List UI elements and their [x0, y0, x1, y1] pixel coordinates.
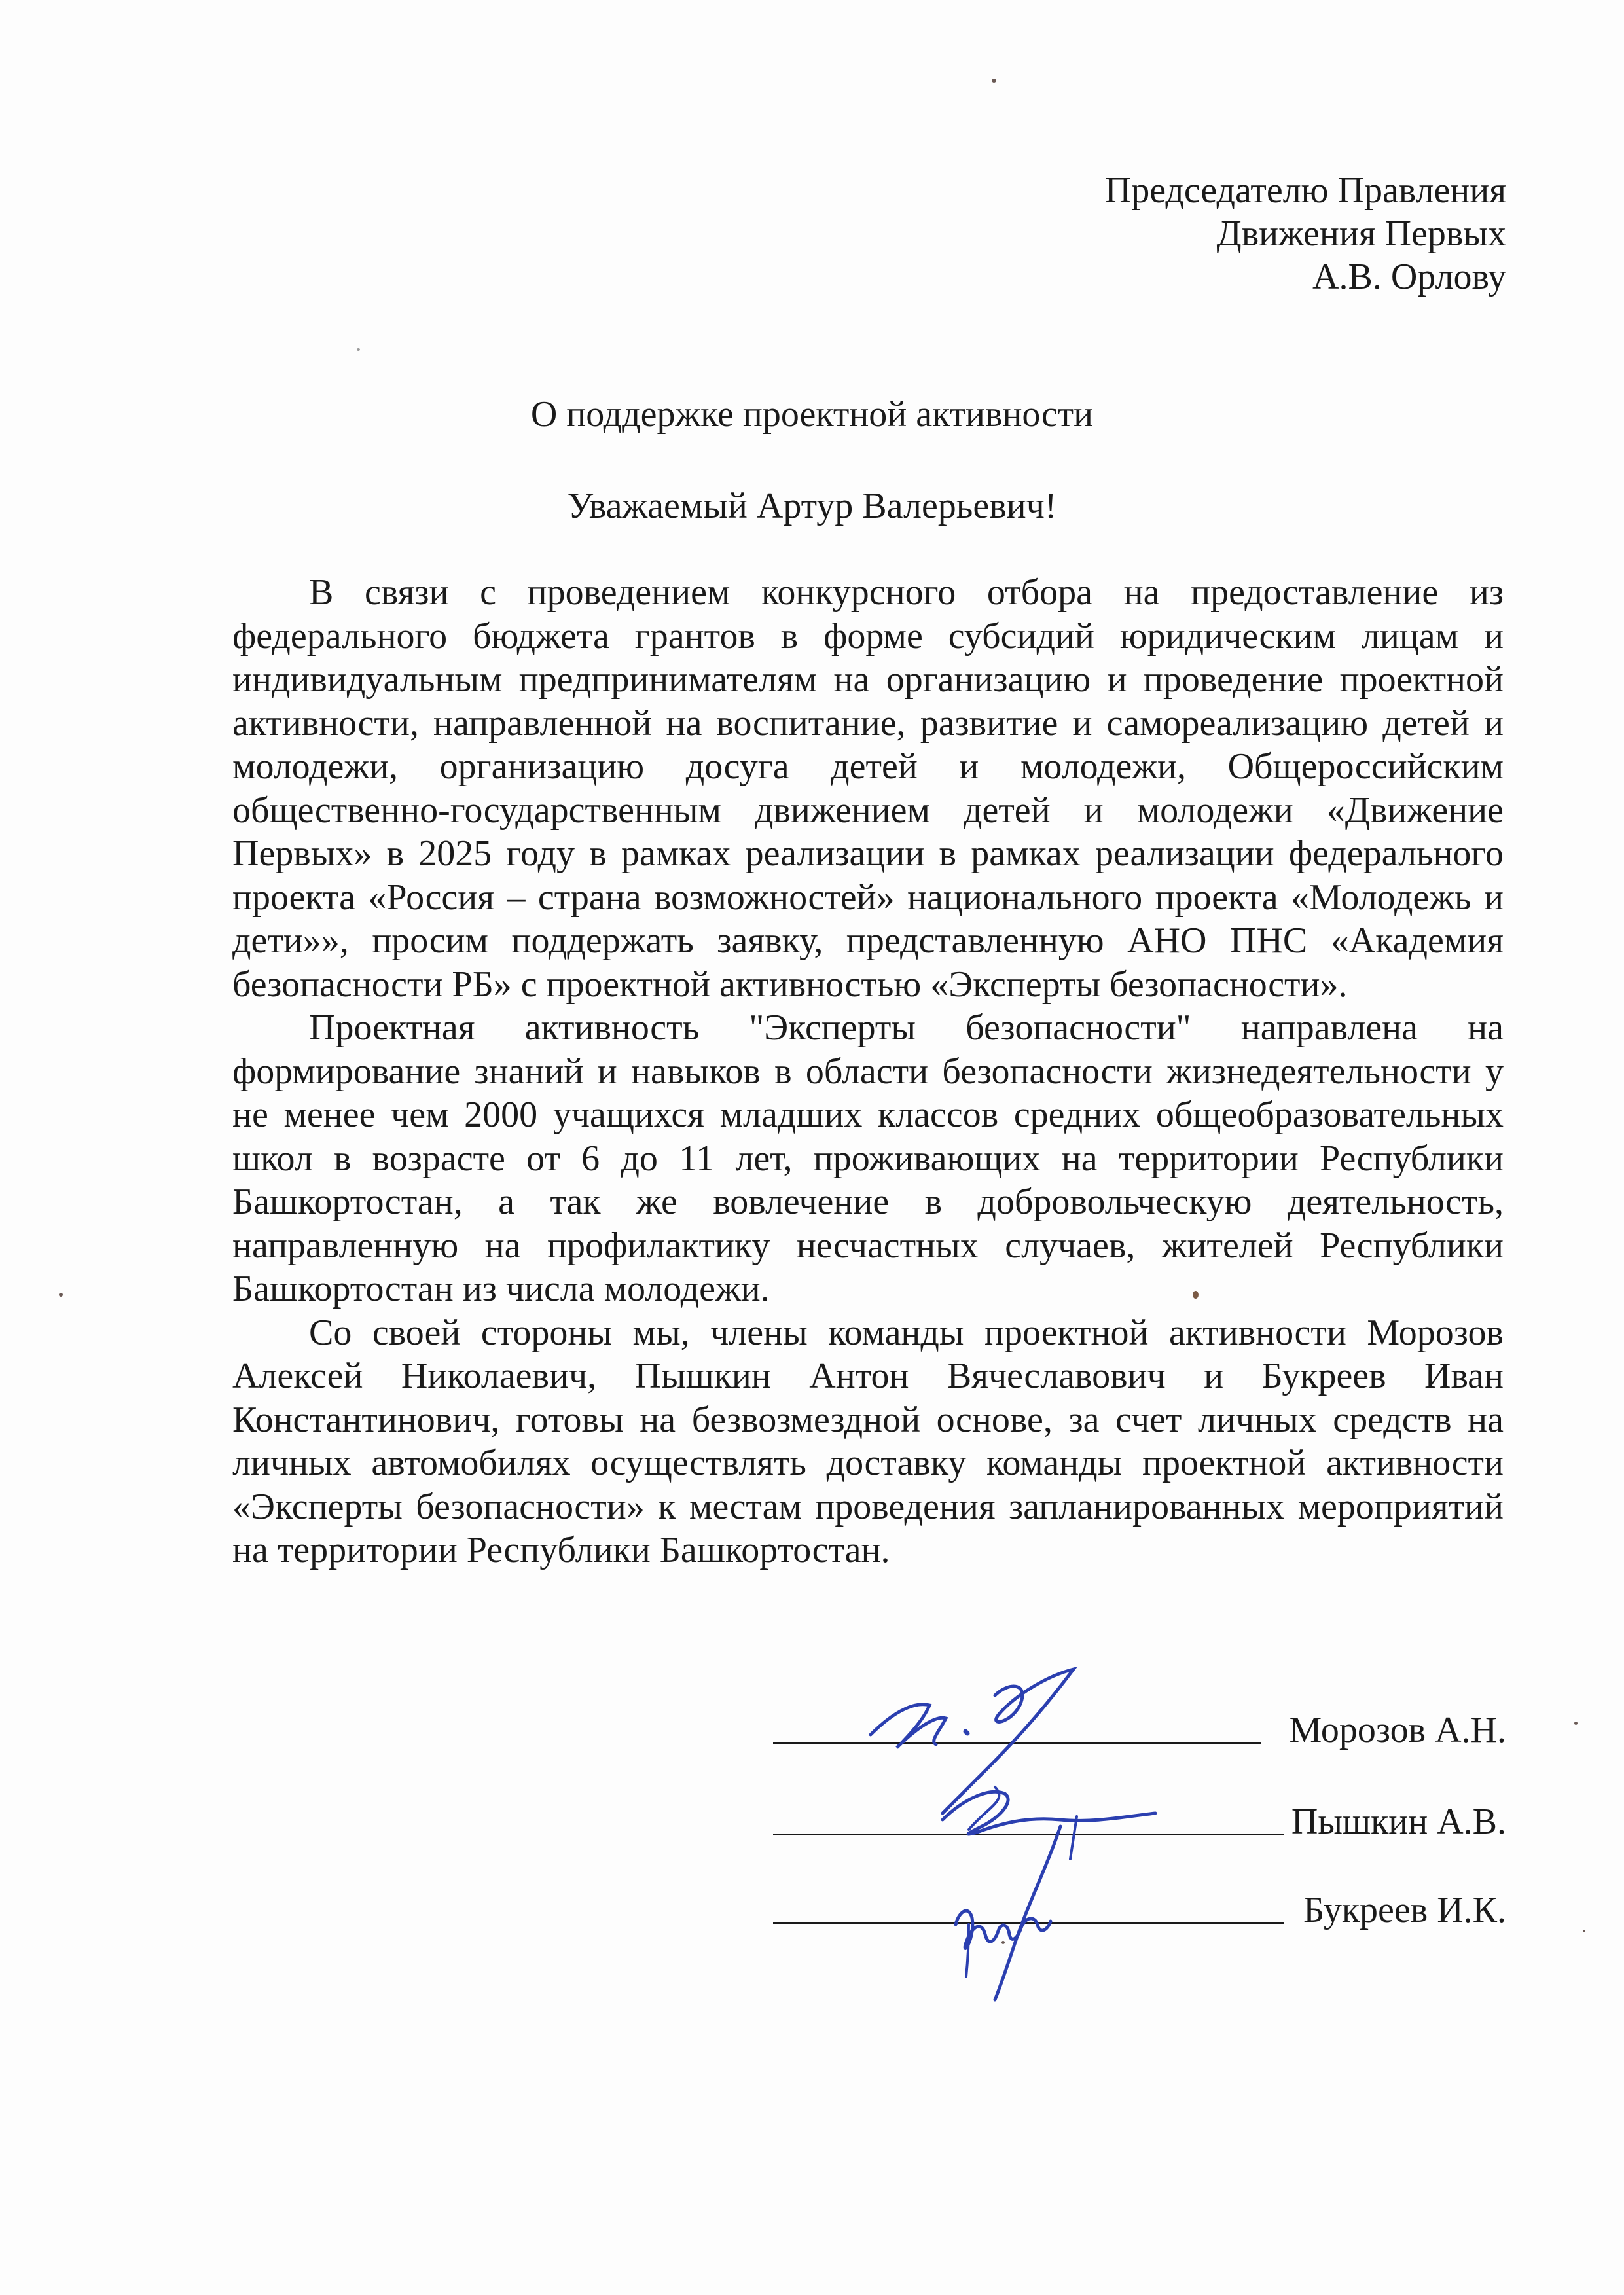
letter-greeting: Уважаемый Артур Валерьевич! — [567, 486, 1057, 526]
addressee-name: А.В. Орлову — [1312, 257, 1506, 297]
addressee-organization: Движения Первых — [1216, 213, 1506, 254]
scan-speck — [1583, 1930, 1585, 1932]
signatory-name: Морозов А.Н. — [1289, 1710, 1506, 1750]
scan-speck — [992, 79, 996, 83]
letter-body — [232, 571, 1504, 1572]
scan-speck — [59, 1293, 63, 1297]
signatory-name: Пышкин А.В. — [1291, 1801, 1506, 1842]
addressee-position: Председателю Правления — [1104, 170, 1506, 211]
body-paragraph: В связи с проведением конкурсного отбора на предоставление из федерального бюджета грантов в форме субсидий юридическим лицам и индивидуальным предпринимателям на организацию и проведение проектной активности, направленной на воспитание, развитие и самореализацию детей и молодежи, организацию досуга детей и молодежи, Общероссийским общественно-государственным движением детей и молодежи «Движение Первых» в 2025 году в рамках реализации в рамках реализации федерального проекта «Россия – страна возможностей» национального проекта «Молодежь и дети»», просим поддержать заявку, представленную АНО ПНС «Академия безопасности РБ» с проектной активностью «Эксперты безопасности». — [232, 572, 1504, 1005]
scan-speck — [1574, 1722, 1578, 1725]
body-paragraph: Со своей стороны мы, члены команды проектной активности Морозов Алексей Николаевич, Пышкин Антон Вячеславович и Букреев Иван Константинович, готовы на безвозмездной основе, за счет личных средств на личных автомобилях осуществлять доставку команды проектной активности «Эксперты безопасности» к местам проведения запланированных мероприятий на территории Республики Башкортостан. — [232, 1312, 1504, 1570]
body-paragraph: Проектная активность "Эксперты безопасности" направлена на формирование знаний и навыков в области безопасности жизнедеятельности у не менее чем 2000 учащихся младших классов средних общеобразовательных школ в возрасте от 6 до 11 лет, проживающих на территории Республики Башкортостан, а так же вовлечение в добровольческую деятельность, направленную на профилактику несчастных случаев, жителей Республики Башкортостан из числа молодежи. — [232, 1007, 1504, 1309]
signature-row — [773, 1882, 1506, 1934]
letter-subject: О поддержке проектной активности — [530, 394, 1094, 435]
handwritten-signature-bukreev — [943, 1813, 1100, 2010]
signatory-name: Букреев И.К. — [1303, 1890, 1506, 1930]
addressee-block — [1105, 169, 1506, 298]
scan-speck — [357, 348, 360, 351]
